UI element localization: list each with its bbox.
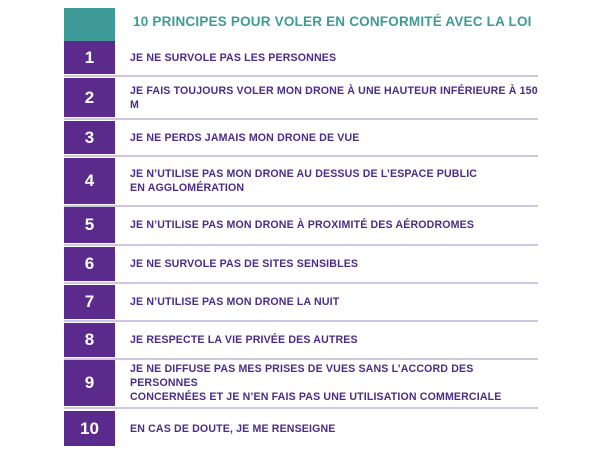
principle-row [64, 323, 538, 357]
row-divider [64, 244, 538, 246]
principle-number: 6 [64, 247, 115, 281]
principle-text: JE NE SURVOLE PAS LES PERSONNES [130, 51, 337, 64]
principle-row [64, 411, 538, 446]
principle-number: 7 [64, 285, 115, 319]
principle-row [64, 78, 538, 117]
principle-number: 3 [64, 121, 115, 154]
principle-row [64, 121, 538, 154]
principle-row [64, 41, 538, 74]
row-divider [64, 75, 538, 77]
principle-row [64, 158, 538, 204]
principle-text: EN CAS DE DOUTE, JE ME RENSEIGNE [130, 422, 336, 435]
page-title: 10 PRINCIPES POUR VOLER EN CONFORMITÉ AVEC LA LOI [133, 14, 532, 29]
row-divider [64, 407, 538, 409]
principle-text: JE N’UTILISE PAS MON DRONE LA NUIT [130, 296, 340, 308]
principle-number: 8 [64, 323, 115, 357]
principle-text: JE NE DIFFUSE PAS MES PRISES DE VUES SANS L’ACCORD DES PERSONNES CONCERNÉES ET JE N’EN FAIS PAS UNE UTILISATION COMMERCIALE [130, 363, 502, 403]
principle-text: JE N’UTILISE PAS MON DRONE À PROXIMITÉ DES AÉRODROMES [130, 219, 475, 231]
principle-text: JE FAIS TOUJOURS VOLER MON DRONE À UNE HAUTEUR INFÉRIEURE À 150 M [130, 84, 538, 111]
row-divider [64, 118, 538, 120]
principle-number: 9 [64, 360, 115, 406]
principle-text: JE NE PERDS JAMAIS MON DRONE DE VUE [130, 131, 360, 144]
principle-row [64, 247, 538, 281]
principle-number: 4 [64, 158, 115, 204]
principle-number: 1 [64, 41, 115, 74]
principle-text: JE RESPECTE LA VIE PRIVÉE DES AUTRES [130, 334, 358, 346]
principle-number: 5 [64, 207, 115, 243]
row-divider [64, 155, 538, 157]
principle-row [64, 285, 538, 319]
principle-number: 10 [64, 411, 115, 446]
principle-text: JE NE SURVOLE PAS DE SITES SENSIBLES [130, 258, 359, 270]
principle-number: 2 [64, 78, 115, 117]
principle-text: JE N’UTILISE PAS MON DRONE AU DESSUS DE L’ESPACE PUBLIC EN AGGLOMÉRATION [130, 168, 478, 194]
row-divider [64, 320, 538, 322]
header-accent-box [64, 8, 115, 41]
row-divider [64, 282, 538, 284]
principle-row [64, 360, 538, 406]
principle-row [64, 207, 538, 243]
